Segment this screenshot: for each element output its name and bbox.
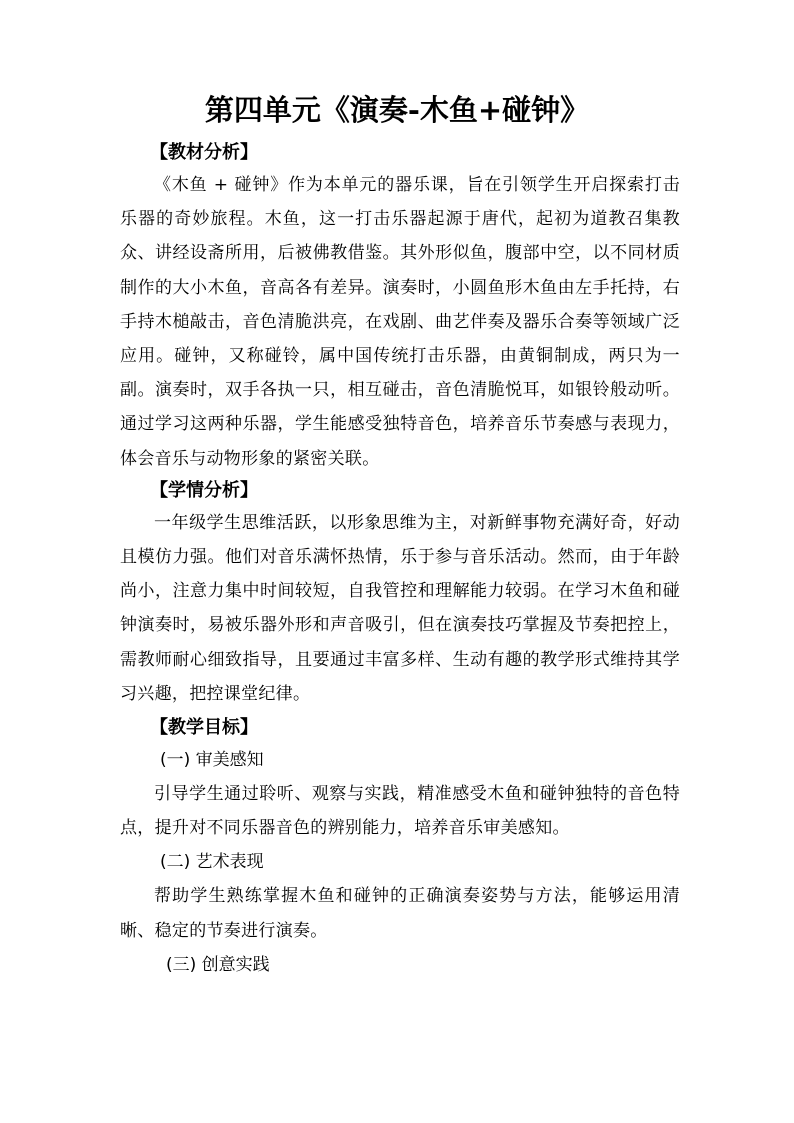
goal-artistic-expression-paragraph: 帮助学生熟练掌握木鱼和碰钟的正确演奏姿势与方法，能够运用清晰、稳定的节奏进行演奏。 xyxy=(120,886,680,941)
section-heading-textbook-analysis: 【教材分析】 xyxy=(150,142,258,163)
goal-label-aesthetic-perception: (一) 审美感知 xyxy=(160,750,264,771)
section-heading-teaching-goals: 【教学目标】 xyxy=(150,717,258,739)
goal-aesthetic-perception-paragraph: 引导学生通过聆听、观察与实践，精准感受木鱼和碰钟独特的音色特点，提升对不同乐器音色的辨别能力，培养音乐审美感知。 xyxy=(120,784,680,839)
goal-label-creative-practice: (三) 创意实践 xyxy=(166,954,270,975)
student-analysis-paragraph: 一年级学生思维活跃，以形象思维为主，对新鲜事物充满好奇，好动且模仿力强。他们对音乐满怀热情，乐于参与音乐活动。然而，由于年龄尚小，注意力集中时间较短，自我管控和理解能力较弱。在学习木鱼和碰钟演奏时，易被乐器外形和声音吸引，但在演奏技巧掌握及节奏把控上，需教师耐心细致指导，且要通过丰富多样、生动有趣的教学形式维持其学习兴趣，把控课堂纪律。 xyxy=(120,512,680,704)
document-body xyxy=(120,138,680,982)
textbook-analysis-paragraph: 《木鱼 + 碰钟》作为本单元的器乐课，旨在引领学生开启探索打击乐器的奇妙旅程。木鱼，这一打击乐器起源于唐代，起初为道教召集教众、讲经设斋所用，后被佛教借鉴。其外形似鱼，腹部中空，以不同材质制作的大小木鱼，音高各有差异。演奏时，小圆鱼形木鱼由左手托持，右手持木槌敲击，音色清脆洪亮，在戏剧、曲艺伴奏及器乐合奏等领域广泛应用。碰钟，又称碰铃，属中国传统打击乐器，由黄铜制成，两只为一副。演奏时，双手各执一只，相互碰击，音色清脆悦耳，如银铃般动听。通过学习这两种乐器，学生能感受独特音色，培养音乐节奏感与表现力，体会音乐与动物形象的紧密关联。 xyxy=(120,175,680,469)
goal-label-artistic-expression: (二) 艺术表现 xyxy=(160,852,264,873)
document-title: 第四单元《演奏-木鱼+碰钟》 xyxy=(204,93,590,127)
section-heading-student-analysis: 【学情分析】 xyxy=(150,479,258,501)
